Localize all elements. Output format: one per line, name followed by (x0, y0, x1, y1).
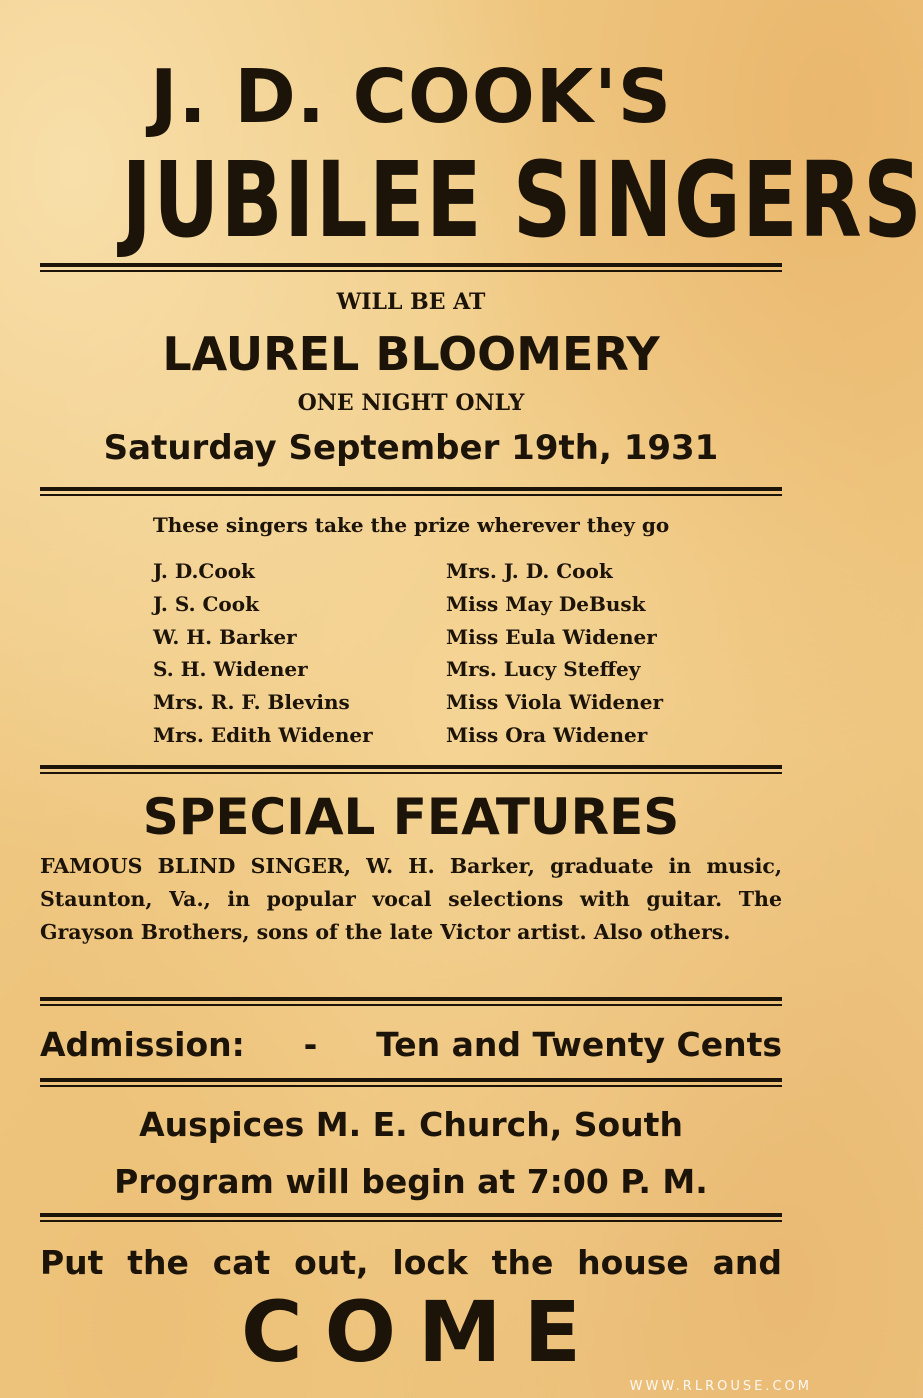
singer-name: Mrs. Lucy Steffey (446, 657, 641, 682)
singer-name: J. S. Cook (153, 591, 259, 616)
singer-name: Miss Eula Widener (446, 624, 657, 649)
singer-name: S. H. Widener (153, 657, 308, 682)
singers-intro: These singers take the prize wherever they go (152, 513, 670, 537)
singers-list-left (153, 555, 373, 752)
divider-rule (40, 263, 782, 272)
singer-name: Miss Ora Widener (446, 722, 648, 747)
divider-rule (40, 487, 782, 496)
divider-rule (40, 997, 782, 1006)
divider-rule (40, 765, 782, 774)
special-features-text: FAMOUS BLIND SINGER, W. H. Barker, graduate in music, Staunton, Va., in popular vocal selections with guitar. The Grayson Brothers, sons of the late Victor artist. Also others. (40, 854, 782, 944)
venue-name: LAUREL BLOOMERY (162, 327, 660, 381)
title-performer-name: J. D. COOK'S (149, 54, 673, 140)
admission-dash: - (303, 1025, 318, 1064)
watermark: WWW.RLROUSE.COM (629, 1379, 812, 1394)
singers-list-right (446, 555, 663, 752)
auspices-text: Auspices M. E. Church, South (139, 1105, 683, 1144)
one-night-text: ONE NIGHT ONLY (297, 390, 525, 416)
title-group-name: JUBILEE SINGERS (121, 139, 923, 261)
admission-line (40, 1020, 782, 1070)
closing-line: Put the cat out, lock the house and (40, 1243, 782, 1282)
event-date: Saturday September 19th, 1931 (103, 428, 719, 468)
singer-name: Miss Viola Widener (446, 690, 664, 715)
singer-name: Mrs. Edith Widener (153, 722, 373, 747)
will-be-at-text: WILL BE AT (336, 289, 486, 315)
singer-name: J. D.Cook (153, 559, 255, 583)
come-heading: COME (240, 1283, 604, 1381)
singer-name: Mrs. R. F. Blevins (153, 690, 350, 715)
singer-name: W. H. Barker (153, 624, 297, 649)
divider-rule (40, 1213, 782, 1222)
divider-rule (40, 1078, 782, 1087)
program-time-text: Program will begin at 7:00 P. M. (114, 1162, 708, 1201)
admission-label: Admission: (40, 1025, 245, 1064)
singer-name: Miss May DeBusk (446, 591, 646, 616)
admission-price: Ten and Twenty Cents (376, 1025, 782, 1064)
singer-name: Mrs. J. D. Cook (446, 559, 613, 583)
special-features-heading: SPECIAL FEATURES (142, 788, 680, 846)
